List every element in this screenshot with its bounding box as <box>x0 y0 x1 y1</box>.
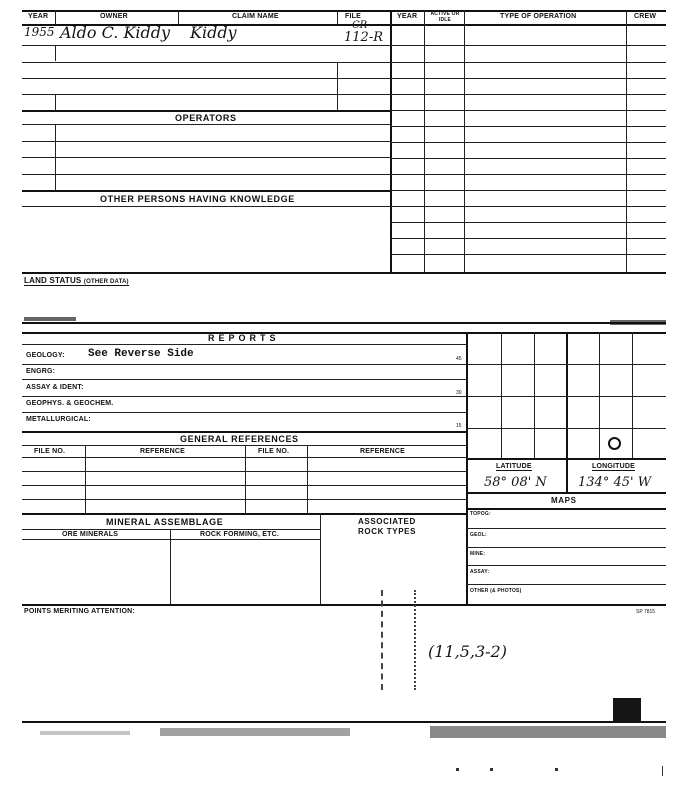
maps-assay: ASSAY: <box>470 569 490 575</box>
entry-file-top: CR <box>352 20 368 31</box>
other-persons-heading: OTHER PERSONS HAVING KNOWLEDGE <box>100 194 295 204</box>
general-references-heading: GENERAL REFERENCES <box>180 434 299 444</box>
reports-heading: REPORTS <box>208 333 280 343</box>
latitude-label: LATITUDE <box>496 463 532 470</box>
location-marker-icon <box>608 437 621 450</box>
land-status-sub: (OTHER DATA) <box>83 279 129 285</box>
points-note: (11,5,3-2) <box>428 642 507 661</box>
margin-45: 45 <box>456 356 462 362</box>
geology-label: GEOLOGY: <box>26 352 65 359</box>
header-crew: CREW <box>634 13 657 20</box>
rock-forming-label: ROCK FORMING, ETC. <box>200 531 280 538</box>
associated-rock-types-2: ROCK TYPES <box>358 527 417 536</box>
maps-heading: MAPS <box>551 496 577 505</box>
maps-mine: MINE: <box>470 551 486 557</box>
assay-ident-label: ASSAY & IDENT: <box>26 384 84 391</box>
header-type-of-operation: TYPE OF OPERATION <box>500 13 577 20</box>
maps-other: OTHER (& PHOTOS) <box>470 588 522 594</box>
header-claim-name: CLAIM NAME <box>232 13 279 20</box>
margin-30: 30 <box>456 390 462 396</box>
points-meriting-attention-label: POINTS MERITING ATTENTION: <box>24 608 135 615</box>
corner-mark <box>613 698 641 722</box>
form-number: SP 7815 <box>636 609 656 615</box>
metallurgical-label: METALLURGICAL: <box>26 416 91 423</box>
header-file: FILE <box>345 13 361 20</box>
mineral-assemblage-heading: MINERAL ASSEMBLAGE <box>106 517 224 527</box>
operators-heading: OPERATORS <box>175 113 237 123</box>
land-status-label <box>24 276 129 286</box>
geology-value: See Reverse Side <box>88 348 194 360</box>
maps-geol: GEOL: <box>470 532 487 538</box>
ref-col-reference-1: REFERENCE <box>140 448 185 455</box>
ore-minerals-label: ORE MINERALS <box>62 531 119 538</box>
longitude-label: LONGITUDE <box>592 463 636 470</box>
entry-owner: Aldo C. Kiddy <box>60 23 171 42</box>
longitude-value: 134° 45' W <box>578 475 652 490</box>
entry-year: 1955 <box>24 25 55 39</box>
associated-rock-types-1: ASSOCIATED <box>358 517 416 526</box>
ref-col-file-no-1: FILE NO. <box>34 448 66 455</box>
margin-15: 15 <box>456 423 462 429</box>
geophys-label: GEOPHYS. & GEOCHEM. <box>26 400 114 407</box>
header-active-or-idle: ACTIVE OR IDLE <box>430 11 460 23</box>
engrg-label: ENGRG: <box>26 368 56 375</box>
latitude-value: 58° 08' N <box>484 475 547 490</box>
entry-claim: Kiddy <box>190 23 237 42</box>
land-status-text: LAND STATUS <box>24 276 82 285</box>
header-owner: OWNER <box>100 13 128 20</box>
maps-topog: TOPOG: <box>470 511 491 517</box>
entry-file-bottom: 112-R <box>344 30 383 45</box>
header-year-right: YEAR <box>397 13 418 20</box>
header-year: YEAR <box>28 13 49 20</box>
ref-col-reference-2: REFERENCE <box>360 448 405 455</box>
ref-col-file-no-2: FILE NO. <box>258 448 290 455</box>
